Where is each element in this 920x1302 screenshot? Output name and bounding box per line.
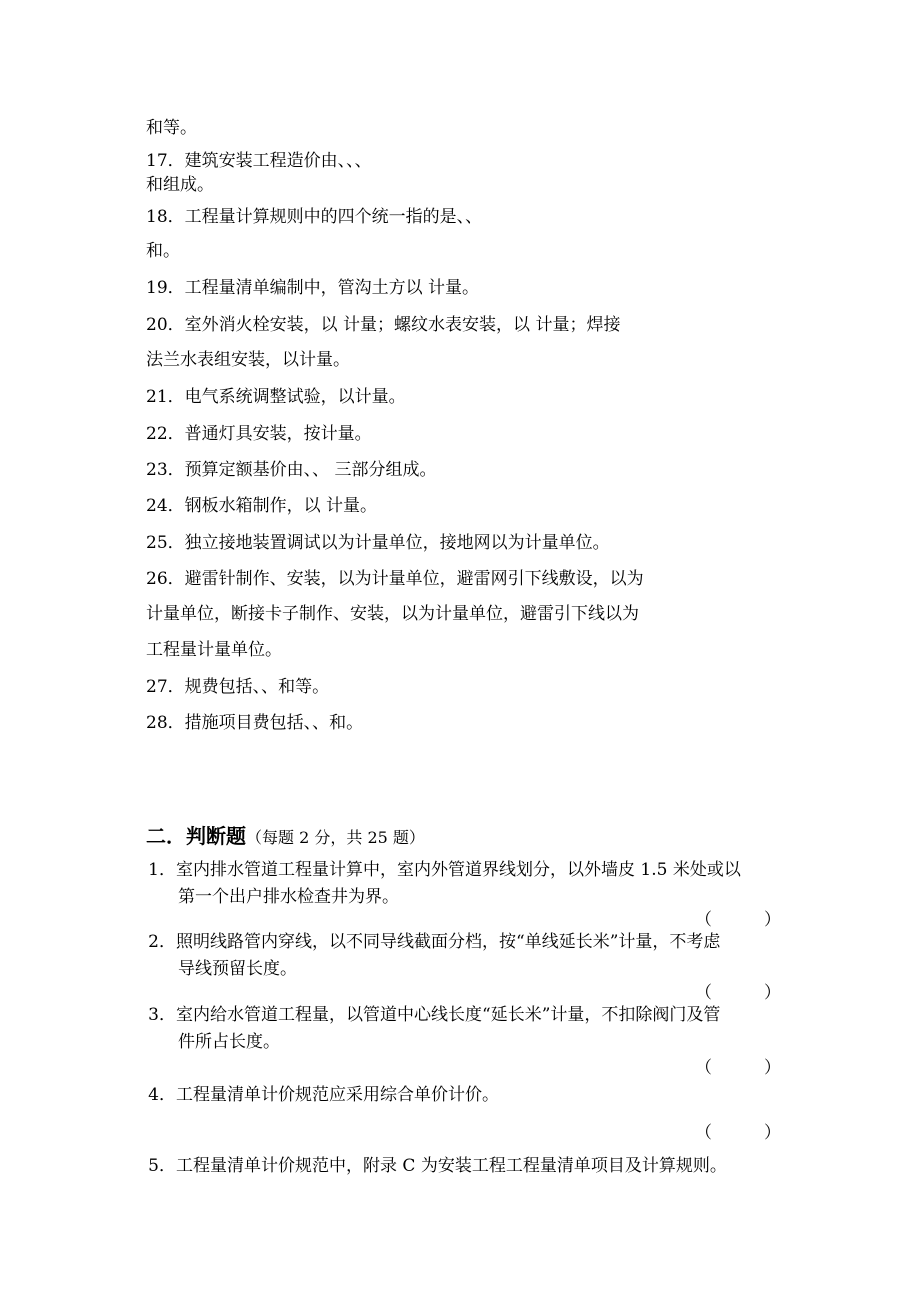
answer-parentheses[interactable]: （ ） bbox=[695, 1058, 781, 1078]
answer-parentheses[interactable]: （ ） bbox=[695, 983, 781, 1003]
judge-item-5: 5．工程量清单计价规范中，附录 C 为安装工程工程量清单项目及计算规则。 bbox=[148, 1156, 727, 1176]
question-26-cont2: 工程量计量单位。 bbox=[146, 640, 282, 660]
answer-parentheses[interactable]: （ ） bbox=[695, 1123, 781, 1143]
question-18: 18．工程量计算规则中的四个统一指的是、、 bbox=[146, 207, 483, 227]
judge-item-4: 4．工程量清单计价规范应采用综合单价计价。 bbox=[148, 1085, 499, 1105]
question-18-cont: 和。 bbox=[146, 241, 180, 261]
question-23: 23．预算定额基价由、、 三部分组成。 bbox=[146, 460, 437, 480]
question-28: 28．措施项目费包括、、和。 bbox=[146, 713, 364, 733]
question-20: 20．室外消火栓安装，以 计量；螺纹水表安装，以 计量；焊接 bbox=[146, 315, 621, 335]
judge-item-2: 2．照明线路管内穿线，以不同导线截面分档，按“单线延长米”计量，不考虑 导线预留长度。 bbox=[148, 932, 721, 979]
question-25: 25．独立接地装置调试以为计量单位，接地网以为计量单位。 bbox=[146, 533, 610, 553]
question-26-cont: 计量单位，断接卡子制作、安装，以为计量单位，避雷引下线以为 bbox=[146, 604, 639, 624]
question-21: 21．电气系统调整试验，以计量。 bbox=[146, 387, 406, 407]
question-19: 19．工程量清单编制中，管沟土方以 计量。 bbox=[146, 278, 480, 298]
question-24: 24．钢板水箱制作，以 计量。 bbox=[146, 496, 378, 516]
section-heading: 二．判断题（每题 2 分，共 25 题） bbox=[146, 824, 425, 848]
judge-item-3: 3．室内给水管道工程量，以管道中心线长度“延长米”计量，不扣除阀门及管 件所占长度。 bbox=[148, 1005, 721, 1052]
question-22: 22．普通灯具安装，按计量。 bbox=[146, 424, 372, 444]
judge-item-1: 1．室内排水管道工程量计算中，室内外管道界线划分，以外墙皮 1.5 米处或以 第一个出户排水检查井为界。 bbox=[148, 860, 741, 907]
fill-line-continuation: 和等。 bbox=[146, 118, 197, 138]
question-27: 27．规费包括、、和等。 bbox=[146, 677, 330, 697]
question-17: 17．建筑安装工程造价由、、、 bbox=[146, 151, 372, 171]
question-17-cont: 和组成。 bbox=[146, 175, 214, 195]
answer-parentheses[interactable]: （ ） bbox=[695, 910, 781, 930]
question-26: 26．避雷针制作、安装，以为计量单位，避雷网引下线敷设，以为 bbox=[146, 569, 644, 589]
question-20-cont: 法兰水表组安装，以计量。 bbox=[146, 350, 350, 370]
